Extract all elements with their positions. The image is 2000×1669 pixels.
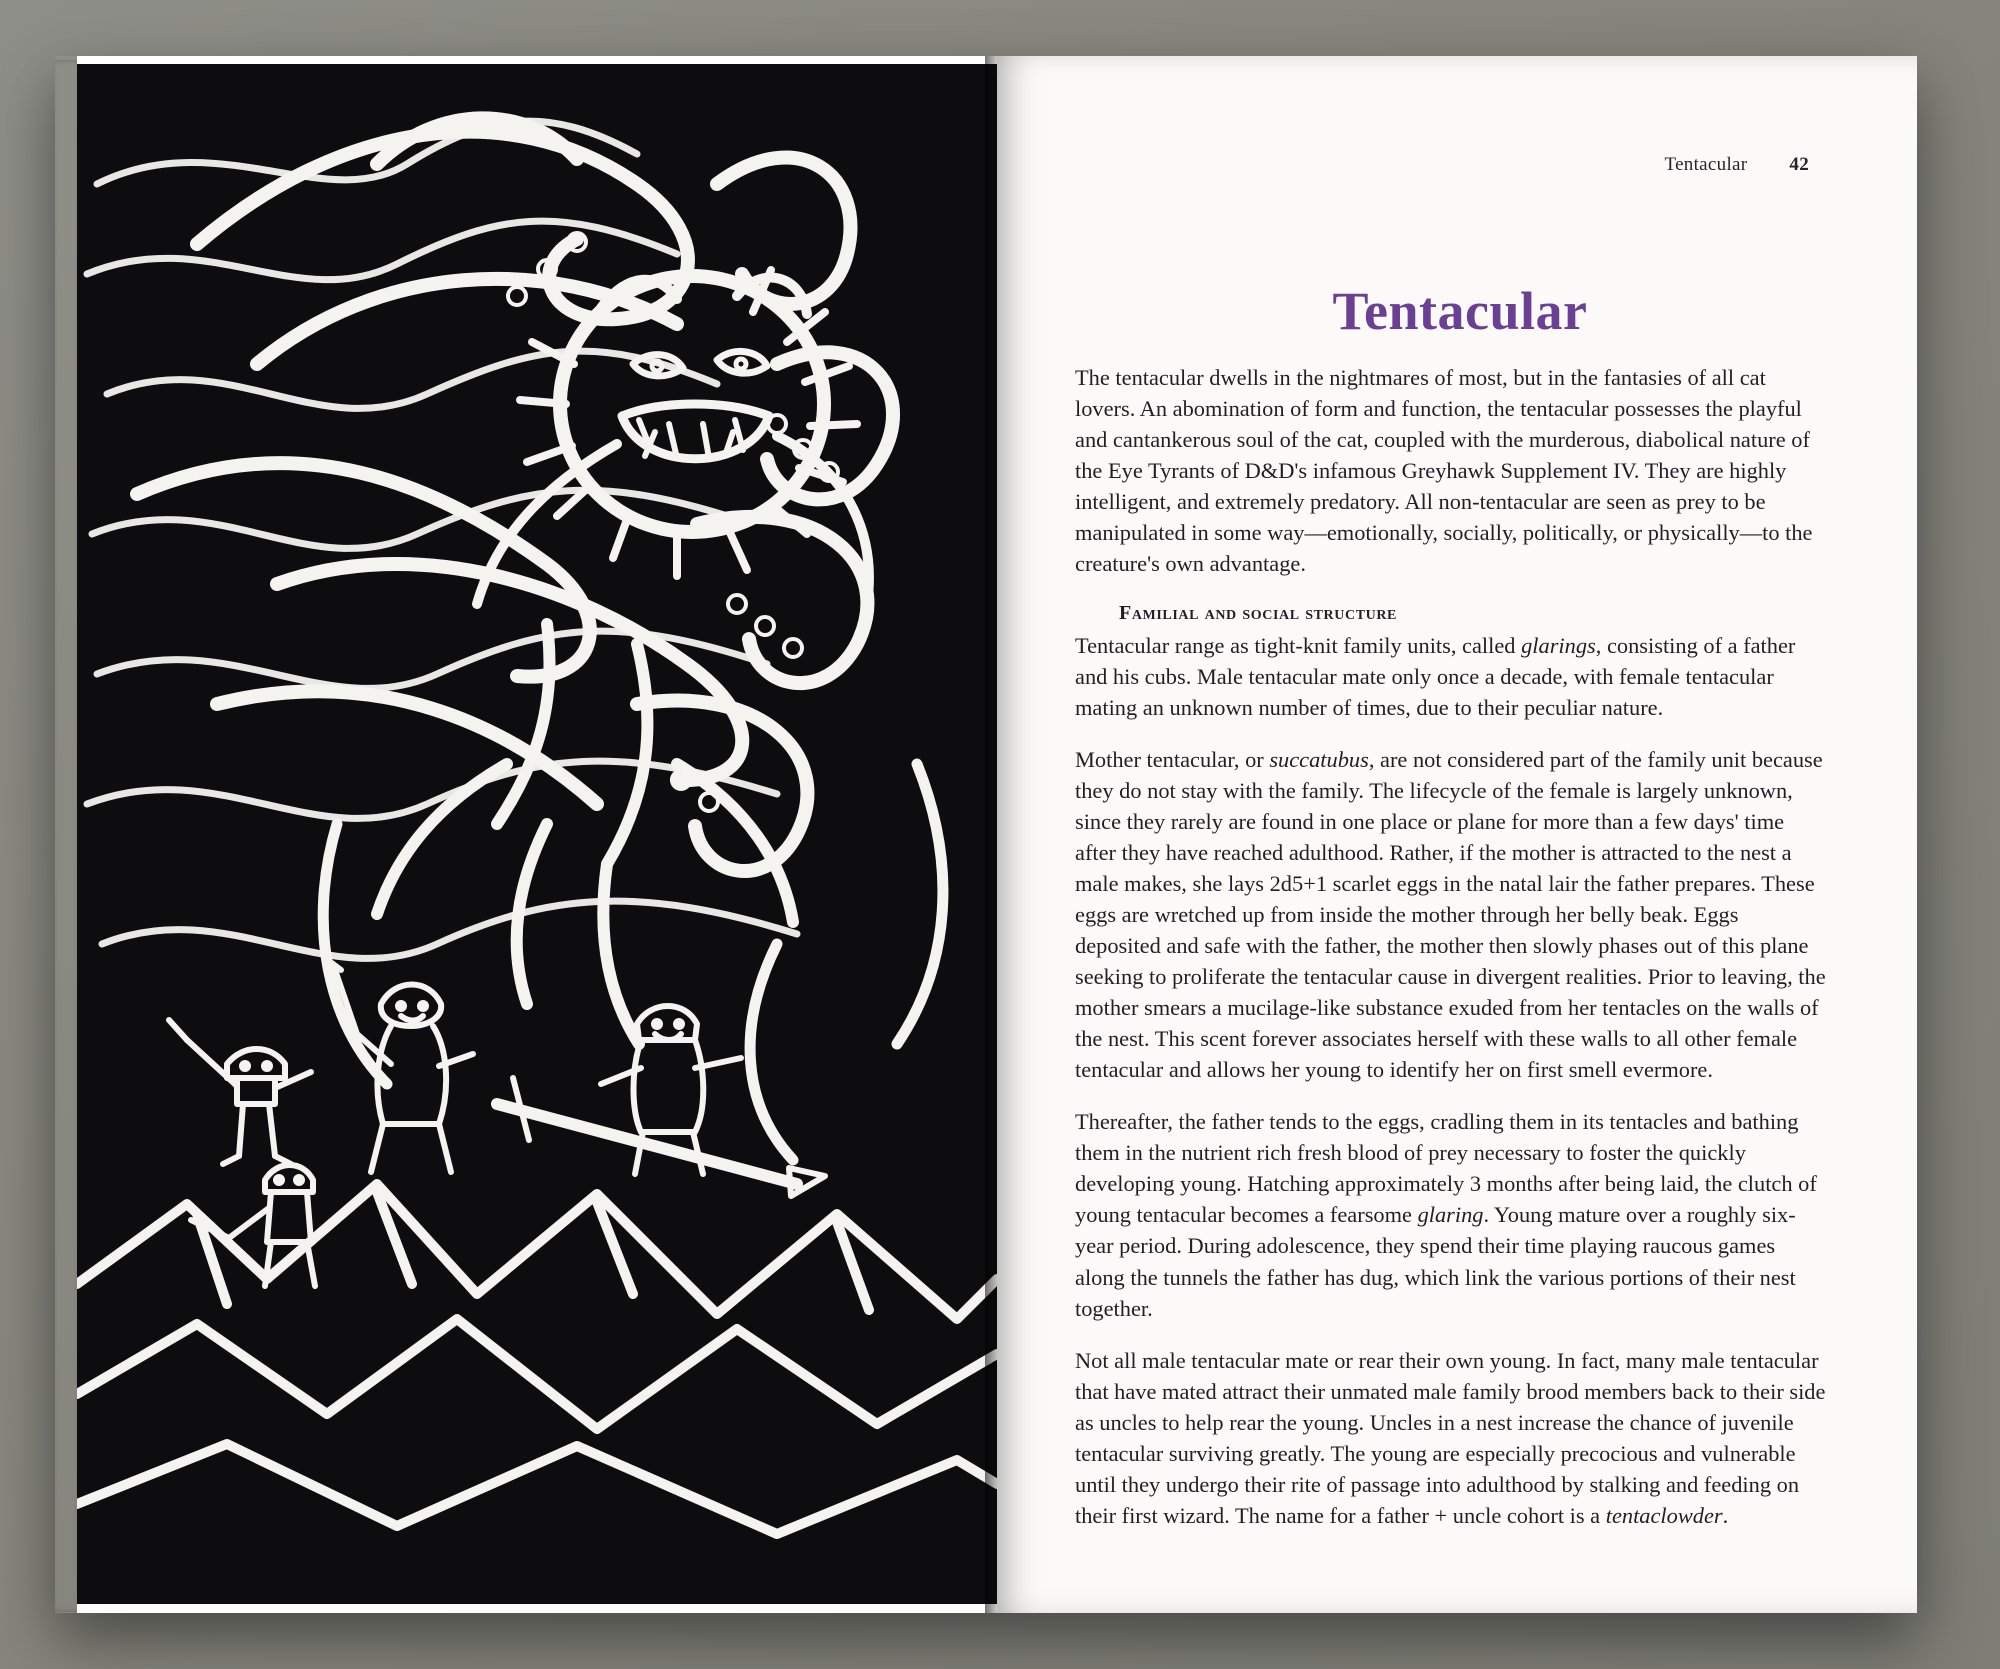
uncles-rest: . xyxy=(1722,1502,1729,1528)
open-book xyxy=(55,56,1917,1613)
left-page xyxy=(77,56,997,1613)
body-text xyxy=(1075,362,1827,1552)
paragraph-family xyxy=(1075,630,1827,723)
term-glaring: glaring xyxy=(1417,1202,1484,1228)
page-title: Tentacular xyxy=(1332,281,1588,341)
paragraph-mother xyxy=(1075,744,1827,1085)
paragraph-uncles xyxy=(1075,1345,1827,1531)
term-succatubus: succatubus xyxy=(1269,747,1369,772)
mother-rest: , are not considered part of the family unit because they do not stay with the family. The lifecycle of the female is largely unknown, since they rarely are found in one place or plane for more than a few days' time after they have reached adulthood. Rather, if the mother is attracted to the nest a male makes, she lays 2d5+1 scarlet eggs in the natal lair the father prepares. These eggs are wretched up from inside the mother through her belly beak. Eggs deposited and safe with the father, the mother then slowly phases out of this plane seeking to proliferate the tentacular cause in divergent realities. Prior to leaving, the mother smears a mucilage-like substance exuded from her tentacles on the walls of the nest. This scent forever associates herself with these walls to all other female tentacular and allows her young to identify her on first smell evermore. xyxy=(1075,747,1826,1083)
paragraph-father xyxy=(1075,1106,1827,1323)
mother-lead: Mother tentacular, or xyxy=(1075,747,1270,772)
running-head xyxy=(1664,154,1809,176)
uncles-lead: Not all male tentacular mate or rear their own young. In fact, many male tentacular that have mated attract their unmated male family brood members back to their side as uncles to help rear the young. Uncles in a nest increase the chance of juvenile tentacular surviving greatly. The young are especially precocious and vulnerable until they undergo their rite of passage into adulthood by stalking and feeding on their first wizard. The name for a father + uncle cohort is a xyxy=(1075,1347,1826,1528)
family-rest: , consisting of a father and his cubs. Male tentacular mate only once a decade, with female tentacular mating an unknown number of times, due to their peculiar nature. xyxy=(1075,632,1796,720)
father-lead: Thereafter, the father tends to the eggs, cradling them in its tentacles and bathing them in the nutrient rich fresh blood of prey necessary to foster the quickly developing young. Hatching approximately 3 months after being laid, the clutch of young tentacular becomes a fearsome xyxy=(1075,1109,1817,1228)
right-page xyxy=(997,56,1917,1613)
family-lead: Tentacular range as tight-knit family units, called xyxy=(1075,632,1522,658)
section-subhead: Familial and social structure xyxy=(1119,602,1397,625)
term-tentaclowder: tentaclowder xyxy=(1605,1502,1723,1528)
page-number: 42 xyxy=(1789,154,1809,175)
tentacular-illustration xyxy=(77,64,997,1604)
father-rest: . Young mature over a roughly six-year period. During adolescence, they spend their time playing raucous games along the tunnels the father has dug, which link the various portions of their nest together. xyxy=(1075,1202,1796,1321)
running-head-title: Tentacular xyxy=(1664,154,1748,175)
term-glarings: glarings xyxy=(1521,632,1596,658)
paragraph-intro: The tentacular dwells in the nightmares of most, but in the fantasies of all cat lovers. An abomination of form and function, the tentacular possesses the playful and cantankerous soul of the cat, coupled with the murderous, diabolical nature of the Eye Tyrants of D&D's infamous Greyhawk Supplement IV. They are highly intelligent, and extremely predatory. All non-tentacular are seen as prey to be manipulated in some way—emotionally, socially, politically, or physically—to the creature's own advantage. xyxy=(1075,365,1813,577)
